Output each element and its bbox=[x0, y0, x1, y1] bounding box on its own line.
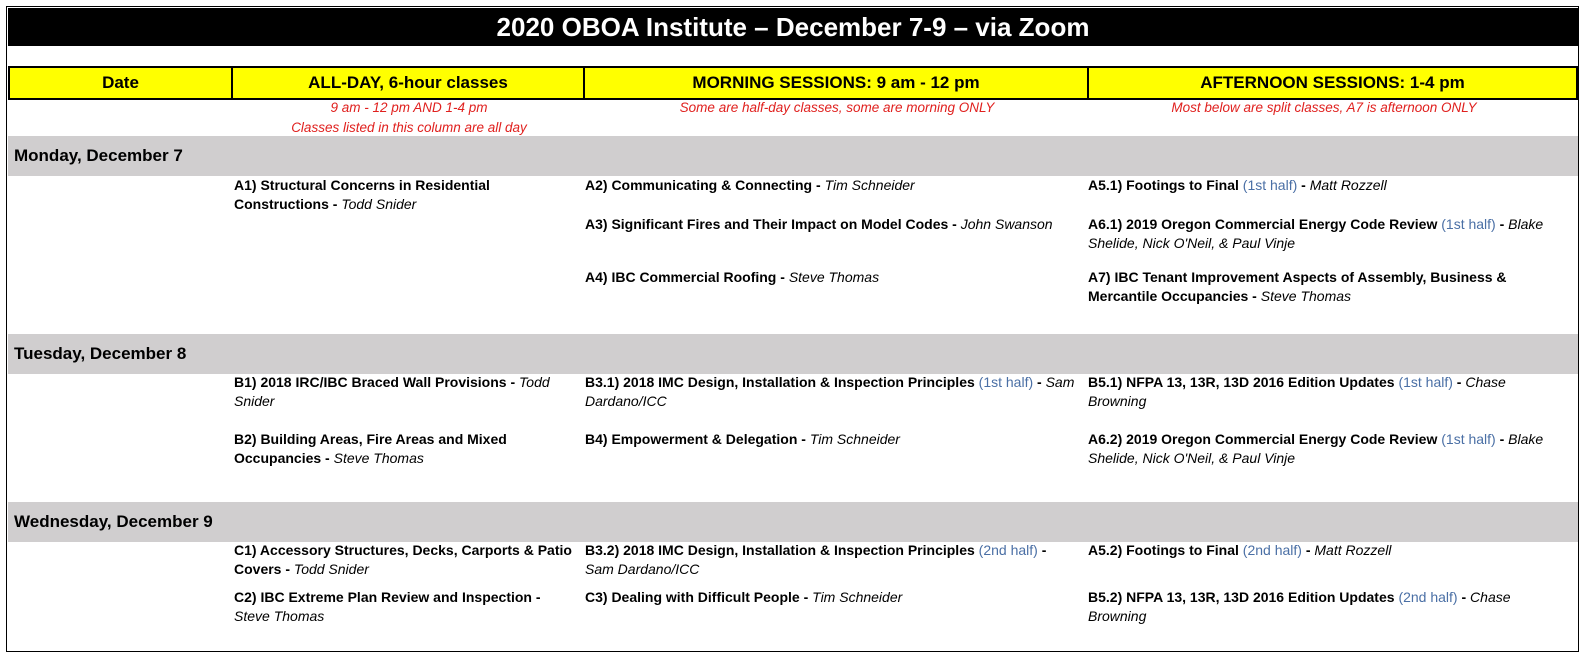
allday-note-line2: Classes listed in this column are all day bbox=[291, 120, 527, 135]
session-separator: - bbox=[1297, 177, 1310, 193]
session-presenter: Matt Rozzell bbox=[1314, 542, 1392, 558]
session-entry bbox=[1088, 541, 1553, 560]
session-presenter: Tim Schneider bbox=[809, 431, 900, 447]
header-allday: ALL-DAY, 6-hour classes bbox=[233, 68, 585, 98]
session-title: A2) Communicating & Connecting bbox=[585, 177, 813, 193]
session-entry bbox=[1088, 215, 1553, 253]
session-half-tag: (1st half) bbox=[1441, 216, 1496, 232]
session-title: B3.1) 2018 IMC Design, Installation & Inspection Principles bbox=[585, 374, 975, 390]
session-entry bbox=[234, 430, 574, 468]
session-title: A6.2) 2019 Oregon Commercial Energy Code Review bbox=[1088, 431, 1438, 447]
session-separator: - bbox=[1457, 589, 1471, 605]
session-separator: - bbox=[1495, 216, 1509, 232]
session-presenter: Todd Snider bbox=[341, 196, 417, 212]
session-entry bbox=[1088, 268, 1553, 306]
session-presenter: Steve Thomas bbox=[788, 269, 880, 285]
session-presenter: Steve Thomas bbox=[333, 450, 424, 466]
session-entry bbox=[585, 373, 1077, 411]
session-title: B5.1) NFPA 13, 13R, 13D 2016 Edition Updates bbox=[1088, 374, 1395, 390]
session-entry bbox=[1088, 588, 1553, 626]
header-afternoon: AFTERNOON SESSIONS: 1-4 pm bbox=[1200, 73, 1465, 92]
session-entry bbox=[585, 268, 1077, 287]
session-presenter: Sam Dardano/ICC bbox=[585, 561, 700, 577]
session-title: A4) IBC Commercial Roofing bbox=[585, 269, 777, 285]
session-separator: - bbox=[812, 177, 825, 193]
header-morning: MORNING SESSIONS: 9 am - 12 pm bbox=[585, 68, 1089, 98]
session-presenter: John Swanson bbox=[960, 216, 1053, 232]
session-title: A3) Significant Fires and Their Impact on Model Codes bbox=[585, 216, 949, 232]
session-entry bbox=[234, 541, 574, 579]
day-header: Tuesday, December 8 bbox=[8, 334, 1578, 374]
session-presenter: Todd Snider bbox=[234, 374, 550, 409]
session-separator: - bbox=[797, 431, 810, 447]
header-date: Date bbox=[10, 68, 233, 98]
session-half-tag: (1st half) bbox=[1242, 177, 1298, 193]
session-separator: - bbox=[328, 196, 342, 212]
session-half-tag: (1st half) bbox=[978, 374, 1034, 390]
session-separator: - bbox=[1452, 374, 1466, 390]
session-separator: - bbox=[948, 216, 961, 232]
session-title: C3) Dealing with Difficult People bbox=[585, 589, 800, 605]
session-title: B1) 2018 IRC/IBC Braced Wall Provisions bbox=[234, 374, 507, 390]
session-entry bbox=[1088, 176, 1553, 195]
session-half-tag: (1st half) bbox=[1398, 374, 1453, 390]
column-header-row bbox=[8, 66, 1578, 100]
session-title: B4) Empowerment & Delegation bbox=[585, 431, 798, 447]
session-presenter: Chase Browning bbox=[1088, 374, 1506, 409]
session-entry bbox=[1088, 373, 1553, 411]
session-half-tag: (2nd half) bbox=[978, 542, 1038, 558]
session-half-tag: (1st half) bbox=[1441, 431, 1496, 447]
day-header: Wednesday, December 9 bbox=[8, 502, 1578, 542]
session-presenter: Matt Rozzell bbox=[1309, 177, 1387, 193]
session-title: A5.2) Footings to Final bbox=[1088, 542, 1239, 558]
allday-note-line1: 9 am - 12 pm AND 1-4 pm bbox=[330, 100, 488, 115]
session-title: A1) Structural Concerns in Residential Constructions bbox=[234, 177, 490, 212]
session-separator: - bbox=[1301, 542, 1315, 558]
day-header: Monday, December 7 bbox=[8, 136, 1578, 176]
session-presenter: Tim Schneider bbox=[812, 589, 903, 605]
session-title: B5.2) NFPA 13, 13R, 13D 2016 Edition Updates bbox=[1088, 589, 1395, 605]
session-title: A6.1) 2019 Oregon Commercial Energy Code Review bbox=[1088, 216, 1438, 232]
session-half-tag: (2nd half) bbox=[1398, 589, 1458, 605]
session-separator: - bbox=[1033, 374, 1046, 390]
session-title: B3.2) 2018 IMC Design, Installation & Inspection Principles bbox=[585, 542, 975, 558]
session-entry bbox=[585, 215, 1077, 234]
session-separator: - bbox=[1495, 431, 1509, 447]
session-entry bbox=[234, 588, 574, 626]
session-presenter: Tim Schneider bbox=[824, 177, 915, 193]
session-presenter: Chase Browning bbox=[1088, 589, 1511, 624]
session-title: C2) IBC Extreme Plan Review and Inspection bbox=[234, 589, 532, 605]
session-entry bbox=[585, 176, 1077, 195]
session-title: A5.1) Footings to Final bbox=[1088, 177, 1239, 193]
session-entry bbox=[1088, 430, 1553, 468]
page-title: 2020 OBOA Institute – December 7-9 – via Zoom bbox=[8, 8, 1578, 46]
session-separator: - bbox=[321, 450, 334, 466]
session-half-tag: (2nd half) bbox=[1242, 542, 1302, 558]
session-separator: - bbox=[506, 374, 520, 390]
session-entry bbox=[585, 430, 1077, 449]
session-presenter: Sam Dardano/ICC bbox=[585, 374, 1075, 409]
session-entry bbox=[585, 541, 1077, 579]
session-title: A7) IBC Tenant Improvement Aspects of Assembly, Business & Mercantile Occupancies bbox=[1088, 269, 1507, 304]
allday-note bbox=[233, 98, 585, 138]
session-presenter: Blake Shelide, Nick O'Neil, & Paul Vinje bbox=[1088, 431, 1544, 466]
session-separator: - bbox=[531, 589, 541, 605]
session-title: C1) Accessory Structures, Decks, Carports & Patio Covers bbox=[234, 542, 572, 577]
morning-note: Some are half-day classes, some are morning ONLY bbox=[679, 100, 995, 115]
session-separator: - bbox=[799, 589, 813, 605]
session-presenter: Steve Thomas bbox=[234, 608, 325, 624]
afternoon-note: Most below are split classes, A7 is afternoon ONLY bbox=[1171, 100, 1477, 115]
session-separator: - bbox=[1248, 288, 1261, 304]
session-entry bbox=[585, 588, 1077, 607]
session-title: B2) Building Areas, Fire Areas and Mixed Occupancies bbox=[234, 431, 507, 466]
session-separator: - bbox=[776, 269, 789, 285]
session-separator: - bbox=[1037, 542, 1047, 558]
session-presenter: Blake Shelide, Nick O'Neil, & Paul Vinje bbox=[1088, 216, 1544, 251]
session-entry bbox=[234, 373, 574, 411]
session-presenter: Steve Thomas bbox=[1260, 288, 1352, 304]
session-separator: - bbox=[281, 561, 294, 577]
session-presenter: Todd Snider bbox=[293, 561, 369, 577]
session-entry bbox=[234, 176, 574, 214]
